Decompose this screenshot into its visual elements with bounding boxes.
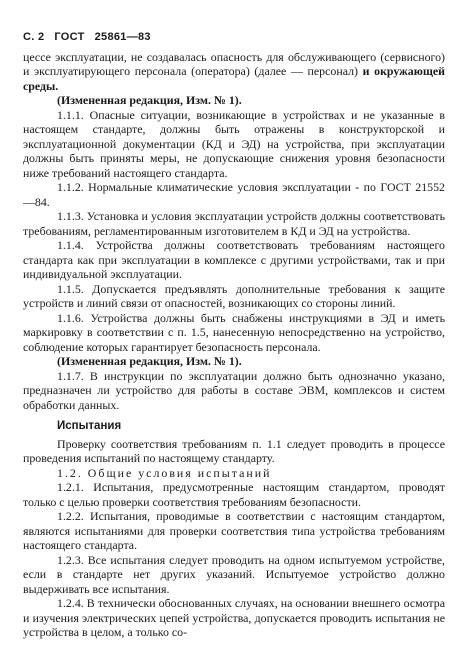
- clause-1-2-1: 1.2.1. Испытания, предусмотренные настоящим стандартом, проводят только с целью проверки соответствия требованиям безопасности.: [23, 480, 445, 509]
- amendment-note: (Измененная редакция, Изм. № 1).: [57, 93, 242, 107]
- clause-1-1-1: 1.1.1. Опасные ситуации, возникающие в устройствах и не указанные в настоящем стандарте, должны быть отражены в конструкторской и эксплуатационной документации (КД и ЭД) на устройства, при эксплуатации должны быть приняты меры, не допускающие снижения уровня безопасности ниже требований настоящего стандарта.: [23, 107, 445, 180]
- tests-intro: Проверку соответствия требованиям п. 1.1 следует проводить в процессе проведения испытаний по настоящему стандарту.: [23, 436, 445, 465]
- clause-1-2-4: 1.2.4. В технически обоснованных случаях, на основании внешнего осмотра и изучения электрических цепей устройства, допускается проводить испытания не устройства в целом, а только со-: [23, 596, 445, 639]
- standard-number: 25861—83: [94, 31, 151, 43]
- clause-1-1-3: 1.1.3. Установка и условия эксплуатации устройств должны соответствовать требованиям, регламентированным изготовителем в КД и ЭД на устройства.: [23, 209, 445, 238]
- emphasized-phrase: и окружающей среды.: [23, 64, 445, 93]
- clause-1-2-2: 1.2.2. Испытания, проводимые в соответствии с настоящим стандартом, являются испытаниями для проверки соответствия типа устройства требованиям настоящего стандарта.: [23, 509, 445, 552]
- clause-1-1-7: 1.1.7. В инструкции по эксплуатации должно быть однозначно указано, предназначен ли устройство для работы в составе ЭВМ, комплексов и систем обработки данных.: [23, 368, 445, 412]
- amendment-note: (Измененная редакция, Изм. № 1).: [57, 354, 242, 368]
- standard-name: ГОСТ: [54, 31, 85, 43]
- paragraph-continuation: цессе эксплуатации, не создавалась опасность для обслуживающего (сервисного) и эксплуатирующего персонала (оператора) (далее — персонал) и окружающей среды.: [23, 49, 445, 93]
- page-number: С. 2: [23, 31, 45, 43]
- clause-1-1-4: 1.1.4. Устройства должны соответствовать требованиям настоящего стандарта как при эксплуатации в комплексе с другими устройствами, так и при индивидуальной эксплуатации.: [23, 238, 445, 281]
- clause-1-1-6: 1.1.6. Устройства должны быть снабжены инструкциями в ЭД и иметь маркировку в соответствии с п. 1.5, нанесенную непосредственно на устройство, соблюдение которых гарантирует безопасность персонала.: [23, 310, 445, 354]
- clause-1-1-2: 1.1.2. Нормальные климатические условия эксплуатации - по ГОСТ 21552—84.: [23, 180, 445, 209]
- page-header: [23, 30, 445, 45]
- clause-1-2-heading: 1.2. Общие условия испытаний: [57, 465, 272, 480]
- clause-1-2-3: 1.2.3. Все испытания следует проводить на одном испытуемом устройстве, если в стандарте нет других указаний. Испытуемое устройство должно выдерживать все испытания.: [23, 552, 445, 596]
- section-heading: Испытания: [57, 420, 122, 432]
- clause-1-1-5: 1.1.5. Допускается предъявлять дополнительные требования к защите устройств и линий связи от опасностей, возникающих со стороны линий.: [23, 281, 445, 310]
